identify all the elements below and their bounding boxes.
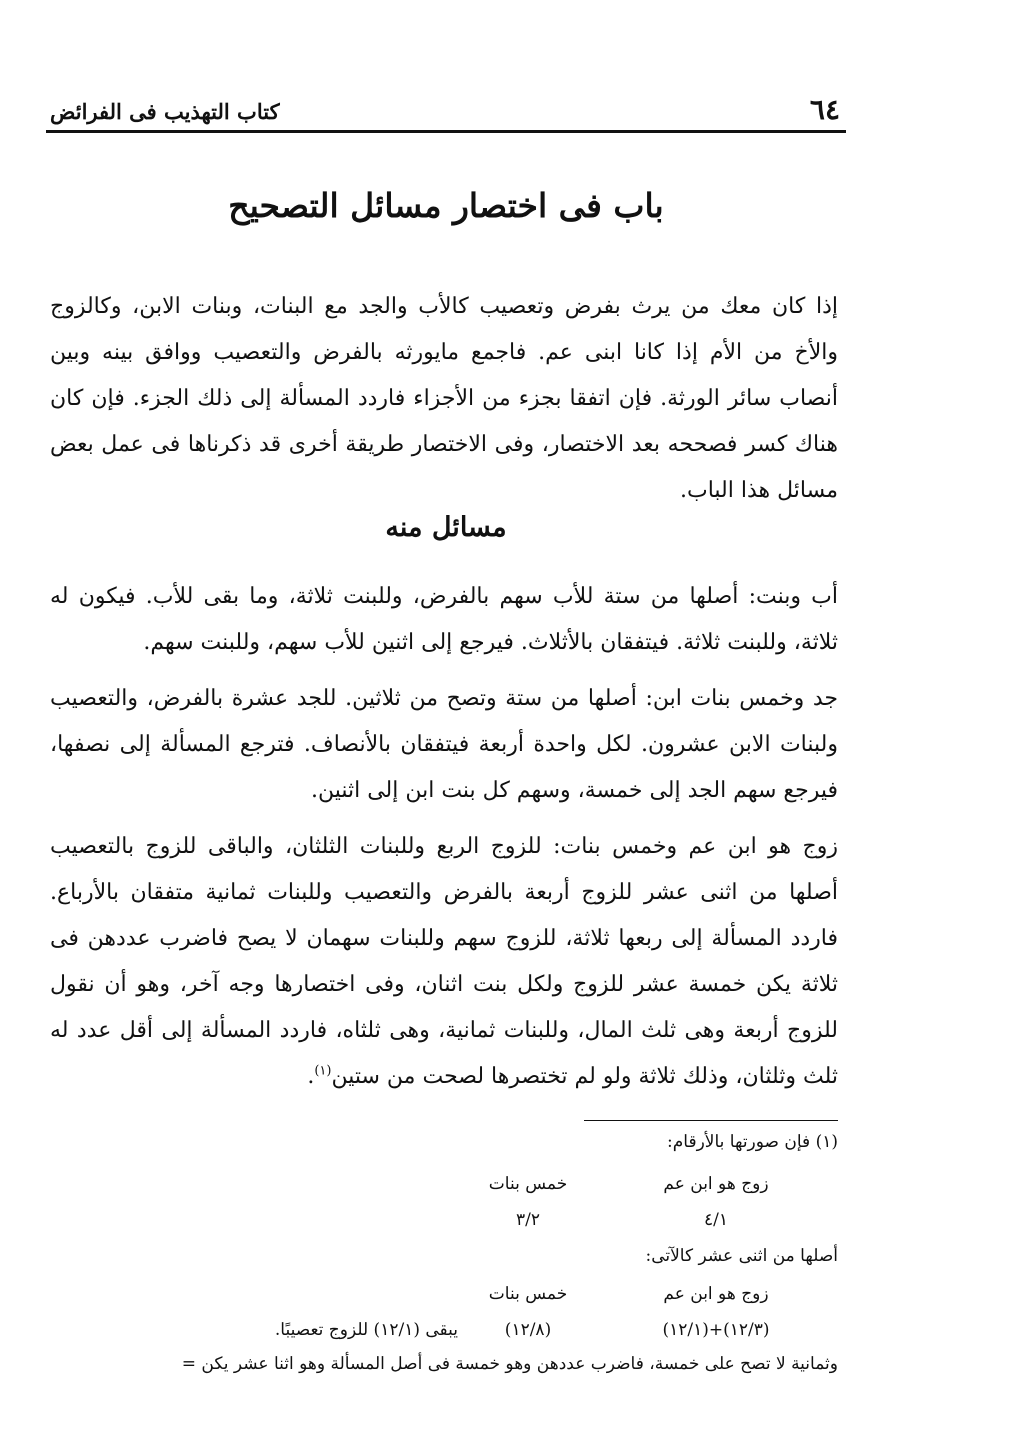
book-title: كتاب التهذيب فى الفرائض: [50, 99, 280, 124]
problem-paragraph-text: زوج هو ابن عم وخمس بنات: للزوج الربع وللبنات الثلثان، والباقى للزوج بالتعصيب أصلها من اثنى عشر للزوج أربعة بالفرض والتعصيب وللبنات ثمانية متفقان بالأرباع. فاردد المسألة إلى ربعها ثلاثة، للزوج سهم وللبنات سهمان لا يصح فاضرب عددهن فى ثلاثة يكن خمسة عشر للزوج ولكل بنت اثنان، وفى اختصارها وجه آخر، وهو أن نقول للزوج أربعة وهى ثلث المال، وللبنات ثمانية، وهى ثلثاه، فاردد المسألة إلى أقل عدد له ثلث وثلثان، وذلك ثلاثة ولو لم تختصرها لصحت من ستين: [50, 834, 839, 1089]
problem-paragraph: جد وخمس بنات ابن: أصلها من ستة وتصح من ثلاثين. للجد عشرة بالفرض، والتعصيب ولبنات الابن عشرون. لكل واحدة أربعة فيتفقان بالأنصاف. فترجع المسألة إلى نصفها، فيرجع سهم الجد إلى خمسة، وسهم كل بنت ابن إلى اثنين.: [50, 686, 838, 803]
footnote-cell-daughters-label: خمس بنات: [488, 1284, 568, 1304]
chapter-title: باب فى اختصار مسائل التصحيح: [228, 186, 664, 225]
footnote-cell-husband-value: (١٢/٣)+(١٢/١): [662, 1320, 770, 1340]
footnote-cell-daughters-value: ٣/٢: [516, 1210, 540, 1230]
intro-paragraph: إذا كان معك من يرث بفرض وتعصيب كالأب والجد مع البنات، وبنات الابن، وكالزوج والأخ من الأم إذا كانا ابنى عم. فاجمع مايورثه بالفرض والتعصيب ووافق بينه وبين أنصاب سائر الورثة. فإن اتفقا بجزء من الأجزاء فاردد المسألة إلى ذلك الجزء. فإن كان هناك كسر فصححه بعد الاختصار، وفى الاختصار طريقة أخرى قد ذكرناها فى عمل بعض مسائل هذا الباب.: [50, 294, 838, 503]
footnote-reference[interactable]: (١): [314, 1063, 332, 1079]
footnote-cell-husband-label: زوج هو ابن عم: [663, 1284, 769, 1304]
problem-paragraph: زوج هو ابن عم وخمس بنات: للزوج الربع وللبنات الثلثان، والباقى للزوج بالتعصيب أصلها من اثنى عشر للزوج أربعة بالفرض والتعصيب وللبنات ثمانية متفقان بالأرباع. فاردد المسألة إلى ربعها ثلاثة، للزوج سهم وللبنات سهمان لا يصح فاضرب عددهن فى ثلاثة يكن خمسة عشر للزوج ولكل بنت اثنان، وفى اختصارها وجه آخر، وهو أن نقول للزوج أربعة وهى ثلث المال، وللبنات ثمانية، وهى ثلثاه، فاردد المسألة إلى أقل عدد له ثلث وثلثان، وذلك ثلاثة ولو لم تختصرها لصحت من ستين$^{(١)}$.: [50, 834, 839, 1089]
footnote-cell-husband-value: ٤/١: [704, 1210, 728, 1230]
footnote-cell-husband-label: زوج هو ابن عم: [663, 1174, 769, 1194]
footnote-divider: [584, 1120, 838, 1121]
page-number: ٦٤: [809, 93, 840, 126]
problem-paragraph: أب وبنت: أصلها من ستة للأب سهم بالفرض، وللبنت ثلاثة، وما بقى للأب. فيكون له ثلاثة، وللبنت ثلاثة. فيتفقان بالأثلاث. فيرجع إلى اثنين للأب سهم، وللبنت سهم.: [50, 584, 838, 655]
intro-paragraph-block: [50, 284, 838, 514]
footnote-cell-daughters-value: (١٢/٨): [504, 1320, 552, 1340]
running-header: [46, 86, 846, 133]
footnote-intro: (١) فإن صورتها بالأرقام:: [667, 1132, 838, 1152]
problems-block: [50, 574, 838, 1110]
footnote-cell-daughters-label: خمس بنات: [488, 1174, 568, 1194]
footnote-continuation: وثمانية لا تصح على خمسة، فاضرب عددهن وهو خمسة فى أصل المسألة وهو اثنا عشر يكن =: [181, 1354, 838, 1374]
footnote-cell-remainder: يبقى (١٢/١) للزوج تعصيبًا.: [274, 1320, 458, 1340]
section-title: مسائل منه: [385, 512, 507, 543]
footnote-subheading: أصلها من اثنى عشر كالآتى:: [645, 1246, 838, 1266]
